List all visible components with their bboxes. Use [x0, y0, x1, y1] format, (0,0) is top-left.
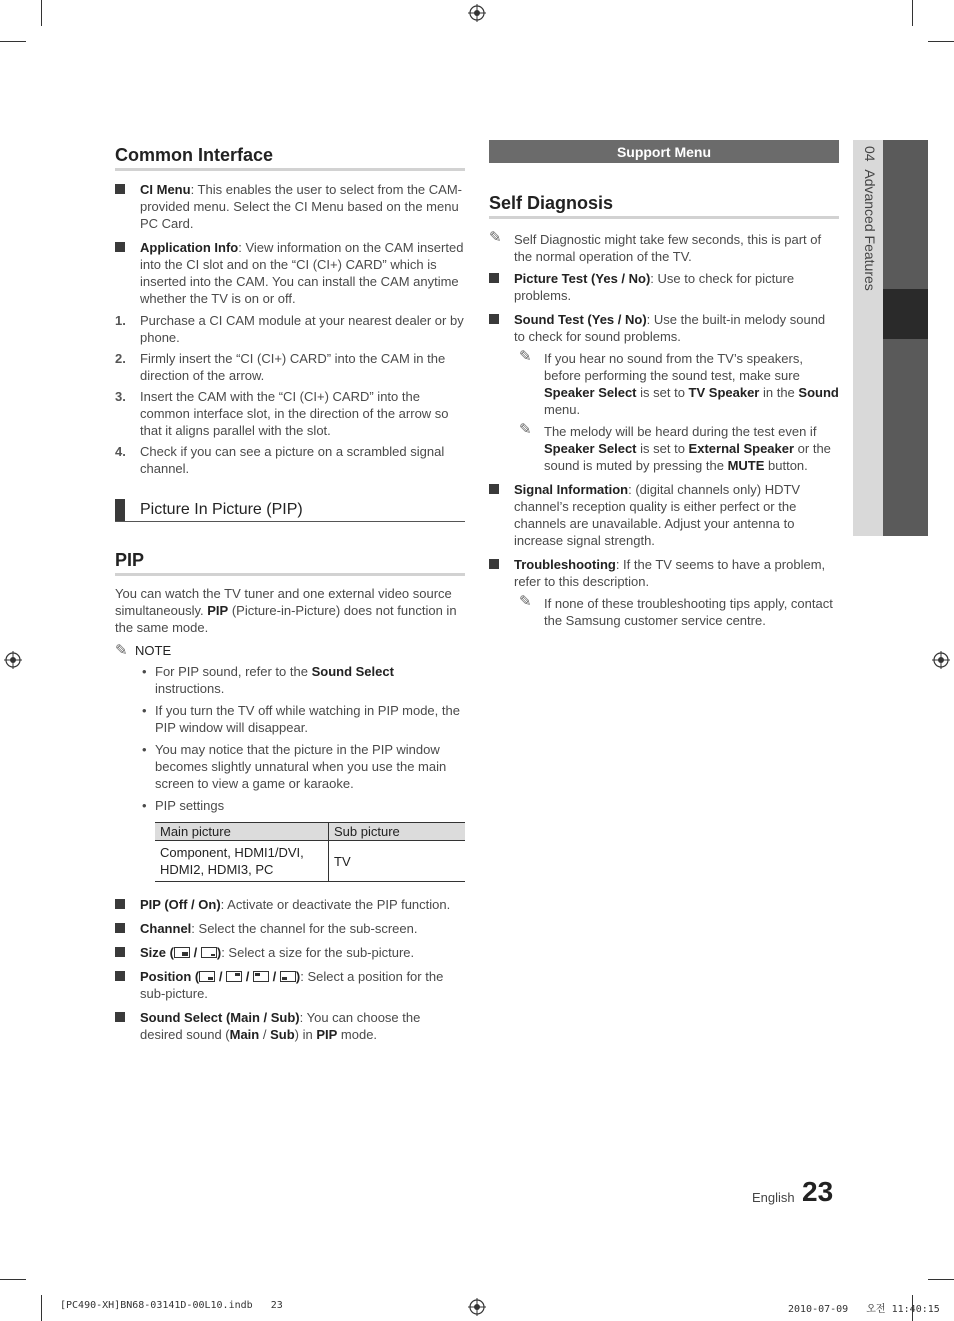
table-header: Main picture — [155, 823, 329, 841]
list-item: Size ( / ): Select a size for the sub-picture. — [115, 944, 465, 961]
list-item — [115, 181, 465, 232]
page-number: 23 — [802, 1176, 834, 1207]
square-bullet-icon — [489, 314, 499, 324]
step-item — [115, 312, 465, 346]
position-bottom-left-icon — [280, 971, 296, 982]
square-bullet-icon — [115, 1012, 125, 1022]
registration-mark-icon — [4, 651, 22, 669]
common-interface-heading: Common Interface — [115, 145, 465, 171]
size-large-icon — [174, 947, 190, 958]
step-text: Firmly insert the “CI (CI+) CARD” into the CAM in the direction of the arrow. — [140, 351, 446, 383]
note-header — [115, 641, 465, 659]
table-header-row — [155, 823, 465, 841]
list-item: PIP (Off / On): Activate or deactivate the PIP function. — [115, 896, 465, 913]
crop-mark — [928, 1279, 954, 1280]
right-column — [489, 140, 839, 629]
square-bullet-icon — [489, 484, 499, 494]
pencil-icon: ✎ — [519, 593, 532, 610]
note-item: ✎ The melody will be heard during the test even if Speaker Select is set to External Speaker or the sound is muted by pressing the MUTE button. — [519, 421, 831, 473]
footer-language: English — [752, 1190, 795, 1205]
step-text: Purchase a CI CAM module at your nearest dealer or by phone. — [140, 313, 464, 345]
step-number: 1. — [115, 313, 126, 328]
note-item: • For PIP sound, refer to the Sound Select instructions. — [140, 663, 465, 697]
square-bullet-icon — [115, 184, 125, 194]
application-info-label: Application Info — [140, 240, 239, 255]
pencil-icon: ✎ — [489, 229, 502, 246]
ci-menu-text: : This enables the user to select from the CAM-provided menu. Select the CI Menu based on the menu PC Card. — [140, 182, 462, 231]
crop-mark — [912, 0, 913, 26]
support-menu-banner: Support Menu — [489, 140, 839, 163]
step-item — [115, 388, 465, 439]
pip-settings-table — [155, 822, 465, 882]
table-header: Sub picture — [334, 824, 400, 839]
step-number: 4. — [115, 444, 126, 459]
table-cell: Component, HDMI1/DVI, HDMI2, HDMI3, PC — [155, 841, 329, 882]
application-info-text: : View information on the CAM inserted into the CI slot and on the “CI (CI+) CARD” which is inserted into the CAM. You can install the CAM anytime whether the TV is on or off. — [140, 240, 464, 306]
chapter-label — [858, 146, 878, 346]
list-item: Picture Test (Yes / No): Use to check for picture problems. — [489, 270, 839, 304]
crop-mark — [0, 1279, 26, 1280]
chapter-tab-active — [883, 289, 928, 339]
step-text: Check if you can see a picture on a scrambled signal channel. — [140, 444, 445, 476]
crop-mark — [41, 0, 42, 26]
square-bullet-icon — [115, 899, 125, 909]
table-cell: TV — [334, 853, 351, 869]
crop-mark — [41, 1295, 42, 1321]
note-label: NOTE — [135, 643, 172, 658]
step-text: Insert the CAM with the “CI (CI+) CARD” into the common interface slot, in the direction of the arrow so that it aligns parallel with the slot. — [140, 389, 449, 438]
pip-intro: You can watch the TV tuner and one external video source simultaneously. PIP (Picture-in-Picture) does not function in the same mode. — [115, 586, 457, 635]
crop-mark — [928, 41, 954, 42]
ci-menu-label: CI Menu — [140, 182, 191, 197]
square-bullet-icon — [115, 242, 125, 252]
list-item: Channel: Select the channel for the sub-screen. — [115, 920, 465, 937]
position-bottom-right-icon — [199, 971, 215, 982]
print-file-info: [PC490-XH]BN68-03141D-00L10.indb 23 — [60, 1300, 283, 1311]
note-item: • You may notice that the picture in the PIP window becomes slightly unnatural when you use the main screen to view a game or karaoke. — [140, 741, 465, 792]
step-item — [115, 350, 465, 384]
print-timestamp: 2010-07-09 오전 11:40:15 — [788, 1304, 940, 1315]
list-item: Sound Select (Main / Sub): You can choose the desired sound (Main / Sub) in PIP mode. — [115, 1009, 465, 1043]
note-item: • PIP settings — [140, 797, 465, 814]
pencil-icon: ✎ — [115, 642, 128, 659]
registration-mark-icon — [468, 4, 486, 22]
note-item: ✎ Self Diagnostic might take few seconds, this is part of the normal operation of the TV. — [489, 229, 822, 264]
position-top-right-icon — [226, 971, 242, 982]
crop-mark — [0, 41, 26, 42]
step-number: 3. — [115, 389, 126, 404]
list-item: Troubleshooting: If the TV seems to have a problem, refer to this description. — [489, 556, 839, 590]
square-bullet-icon — [115, 971, 125, 981]
pip-section-title: Picture In Picture (PIP) — [140, 501, 303, 518]
pip-section-header — [115, 499, 465, 522]
pip-heading: PIP — [115, 550, 465, 576]
list-item: Sound Test (Yes / No): Use the built-in melody sound to check for sound problems. — [489, 311, 839, 345]
registration-mark-icon — [468, 1298, 486, 1316]
note-item: ✎ If none of these troubleshooting tips apply, contact the Samsung customer service centre. — [519, 593, 833, 628]
list-item — [115, 239, 465, 307]
size-small-icon — [201, 947, 217, 958]
chapter-title: Advanced Features — [862, 169, 878, 291]
square-bullet-icon — [115, 923, 125, 933]
list-item: Position ( / / / ): Select a position for the sub-picture. — [115, 968, 465, 1002]
pencil-icon: ✎ — [519, 421, 532, 438]
step-item — [115, 443, 465, 477]
note-list — [115, 663, 465, 814]
square-bullet-icon — [489, 273, 499, 283]
registration-mark-icon — [932, 651, 950, 669]
square-bullet-icon — [115, 947, 125, 957]
section-marker — [115, 499, 125, 521]
square-bullet-icon — [489, 559, 499, 569]
note-item: • If you turn the TV off while watching in PIP mode, the PIP window will disappear. — [140, 702, 465, 736]
list-item: Signal Information: (digital channels only) HDTV channel’s reception quality is either perfect or the channels are unavailable. Adjust your antenna to increase signal strength. — [489, 481, 839, 549]
pencil-icon: ✎ — [519, 348, 532, 365]
note-item: ✎ If you hear no sound from the TV’s speakers, before performing the sound test, make sure Speaker Select is set to TV Speaker in the Sound menu. — [519, 348, 839, 417]
left-column — [115, 140, 465, 1043]
self-diagnosis-heading: Self Diagnosis — [489, 193, 839, 219]
step-number: 2. — [115, 351, 126, 366]
chapter-number: 04 — [862, 146, 878, 162]
table-row — [155, 841, 465, 882]
position-top-left-icon — [253, 971, 269, 982]
